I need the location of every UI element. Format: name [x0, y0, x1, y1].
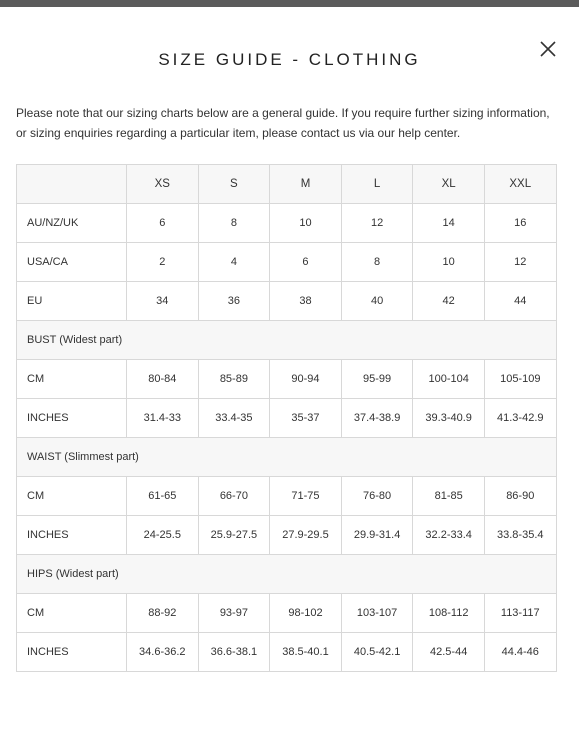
table-row: [17, 243, 557, 282]
table-cell: 8: [198, 204, 270, 243]
table-cell: 76-80: [341, 477, 413, 516]
table-cell: 85-89: [198, 360, 270, 399]
table-cell: 80-84: [127, 360, 199, 399]
table-cell: 103-107: [341, 594, 413, 633]
table-cell: 71-75: [270, 477, 342, 516]
page-top-bar: [0, 0, 579, 7]
row-label: INCHES: [17, 516, 127, 555]
size-header-cell: M: [270, 165, 342, 204]
size-header-cell: L: [341, 165, 413, 204]
table-cell: 39.3-40.9: [413, 399, 485, 438]
table-row: [17, 399, 557, 438]
table-cell: 34: [127, 282, 199, 321]
table-cell: 88-92: [127, 594, 199, 633]
size-header-row: [17, 165, 557, 204]
row-label: INCHES: [17, 399, 127, 438]
table-cell: 12: [484, 243, 556, 282]
header-corner-cell: [17, 165, 127, 204]
table-row: [17, 477, 557, 516]
table-cell: 33.4-35: [198, 399, 270, 438]
table-cell: 34.6-36.2: [127, 633, 199, 672]
table-cell: 41.3-42.9: [484, 399, 556, 438]
table-row: [17, 282, 557, 321]
section-row-bust: [17, 321, 557, 360]
table-row: [17, 516, 557, 555]
table-cell: 90-94: [270, 360, 342, 399]
size-header-cell: XL: [413, 165, 485, 204]
table-cell: 25.9-27.5: [198, 516, 270, 555]
table-cell: 32.2-33.4: [413, 516, 485, 555]
table-cell: 27.9-29.5: [270, 516, 342, 555]
section-row-waist: [17, 438, 557, 477]
table-cell: 38: [270, 282, 342, 321]
table-cell: 24-25.5: [127, 516, 199, 555]
row-label: USA/CA: [17, 243, 127, 282]
row-label: INCHES: [17, 633, 127, 672]
table-cell: 36: [198, 282, 270, 321]
table-row: [17, 594, 557, 633]
table-cell: 36.6-38.1: [198, 633, 270, 672]
row-label: EU: [17, 282, 127, 321]
table-cell: 44: [484, 282, 556, 321]
table-cell: 6: [127, 204, 199, 243]
table-cell: 2: [127, 243, 199, 282]
table-cell: 108-112: [413, 594, 485, 633]
table-cell: 81-85: [413, 477, 485, 516]
table-cell: 40.5-42.1: [341, 633, 413, 672]
table-cell: 95-99: [341, 360, 413, 399]
size-header-cell: XXL: [484, 165, 556, 204]
sizing-note: Please note that our sizing charts below are a general guide. If you require further sizing information, or sizing enquiries regarding a particular item, please contact us via our help center.: [16, 106, 550, 140]
table-cell: 66-70: [198, 477, 270, 516]
table-cell: 93-97: [198, 594, 270, 633]
table-cell: 10: [413, 243, 485, 282]
section-title: HIPS (Widest part): [17, 555, 557, 594]
table-row: [17, 633, 557, 672]
modal-title: SIZE GUIDE - CLOTHING: [158, 50, 421, 69]
row-label: CM: [17, 594, 127, 633]
table-cell: 113-117: [484, 594, 556, 633]
table-cell: 10: [270, 204, 342, 243]
section-title: BUST (Widest part): [17, 321, 557, 360]
table-cell: 35-37: [270, 399, 342, 438]
size-header-cell: S: [198, 165, 270, 204]
size-chart-table: [16, 164, 557, 672]
table-cell: 33.8-35.4: [484, 516, 556, 555]
table-cell: 16: [484, 204, 556, 243]
table-row: [17, 360, 557, 399]
table-cell: 100-104: [413, 360, 485, 399]
size-guide-modal: [0, 7, 579, 735]
section-title: WAIST (Slimmest part): [17, 438, 557, 477]
table-cell: 38.5-40.1: [270, 633, 342, 672]
table-cell: 44.4-46: [484, 633, 556, 672]
table-cell: 4: [198, 243, 270, 282]
table-cell: 31.4-33: [127, 399, 199, 438]
table-row: [17, 204, 557, 243]
table-cell: 40: [341, 282, 413, 321]
table-cell: 42: [413, 282, 485, 321]
row-label: CM: [17, 360, 127, 399]
row-label: CM: [17, 477, 127, 516]
table-cell: 8: [341, 243, 413, 282]
table-cell: 105-109: [484, 360, 556, 399]
table-cell: 12: [341, 204, 413, 243]
table-cell: 6: [270, 243, 342, 282]
table-cell: 86-90: [484, 477, 556, 516]
table-cell: 14: [413, 204, 485, 243]
size-header-cell: XS: [127, 165, 199, 204]
table-cell: 61-65: [127, 477, 199, 516]
row-label: AU/NZ/UK: [17, 204, 127, 243]
table-cell: 42.5-44: [413, 633, 485, 672]
table-cell: 37.4-38.9: [341, 399, 413, 438]
table-cell: 29.9-31.4: [341, 516, 413, 555]
section-row-hips: [17, 555, 557, 594]
table-cell: 98-102: [270, 594, 342, 633]
